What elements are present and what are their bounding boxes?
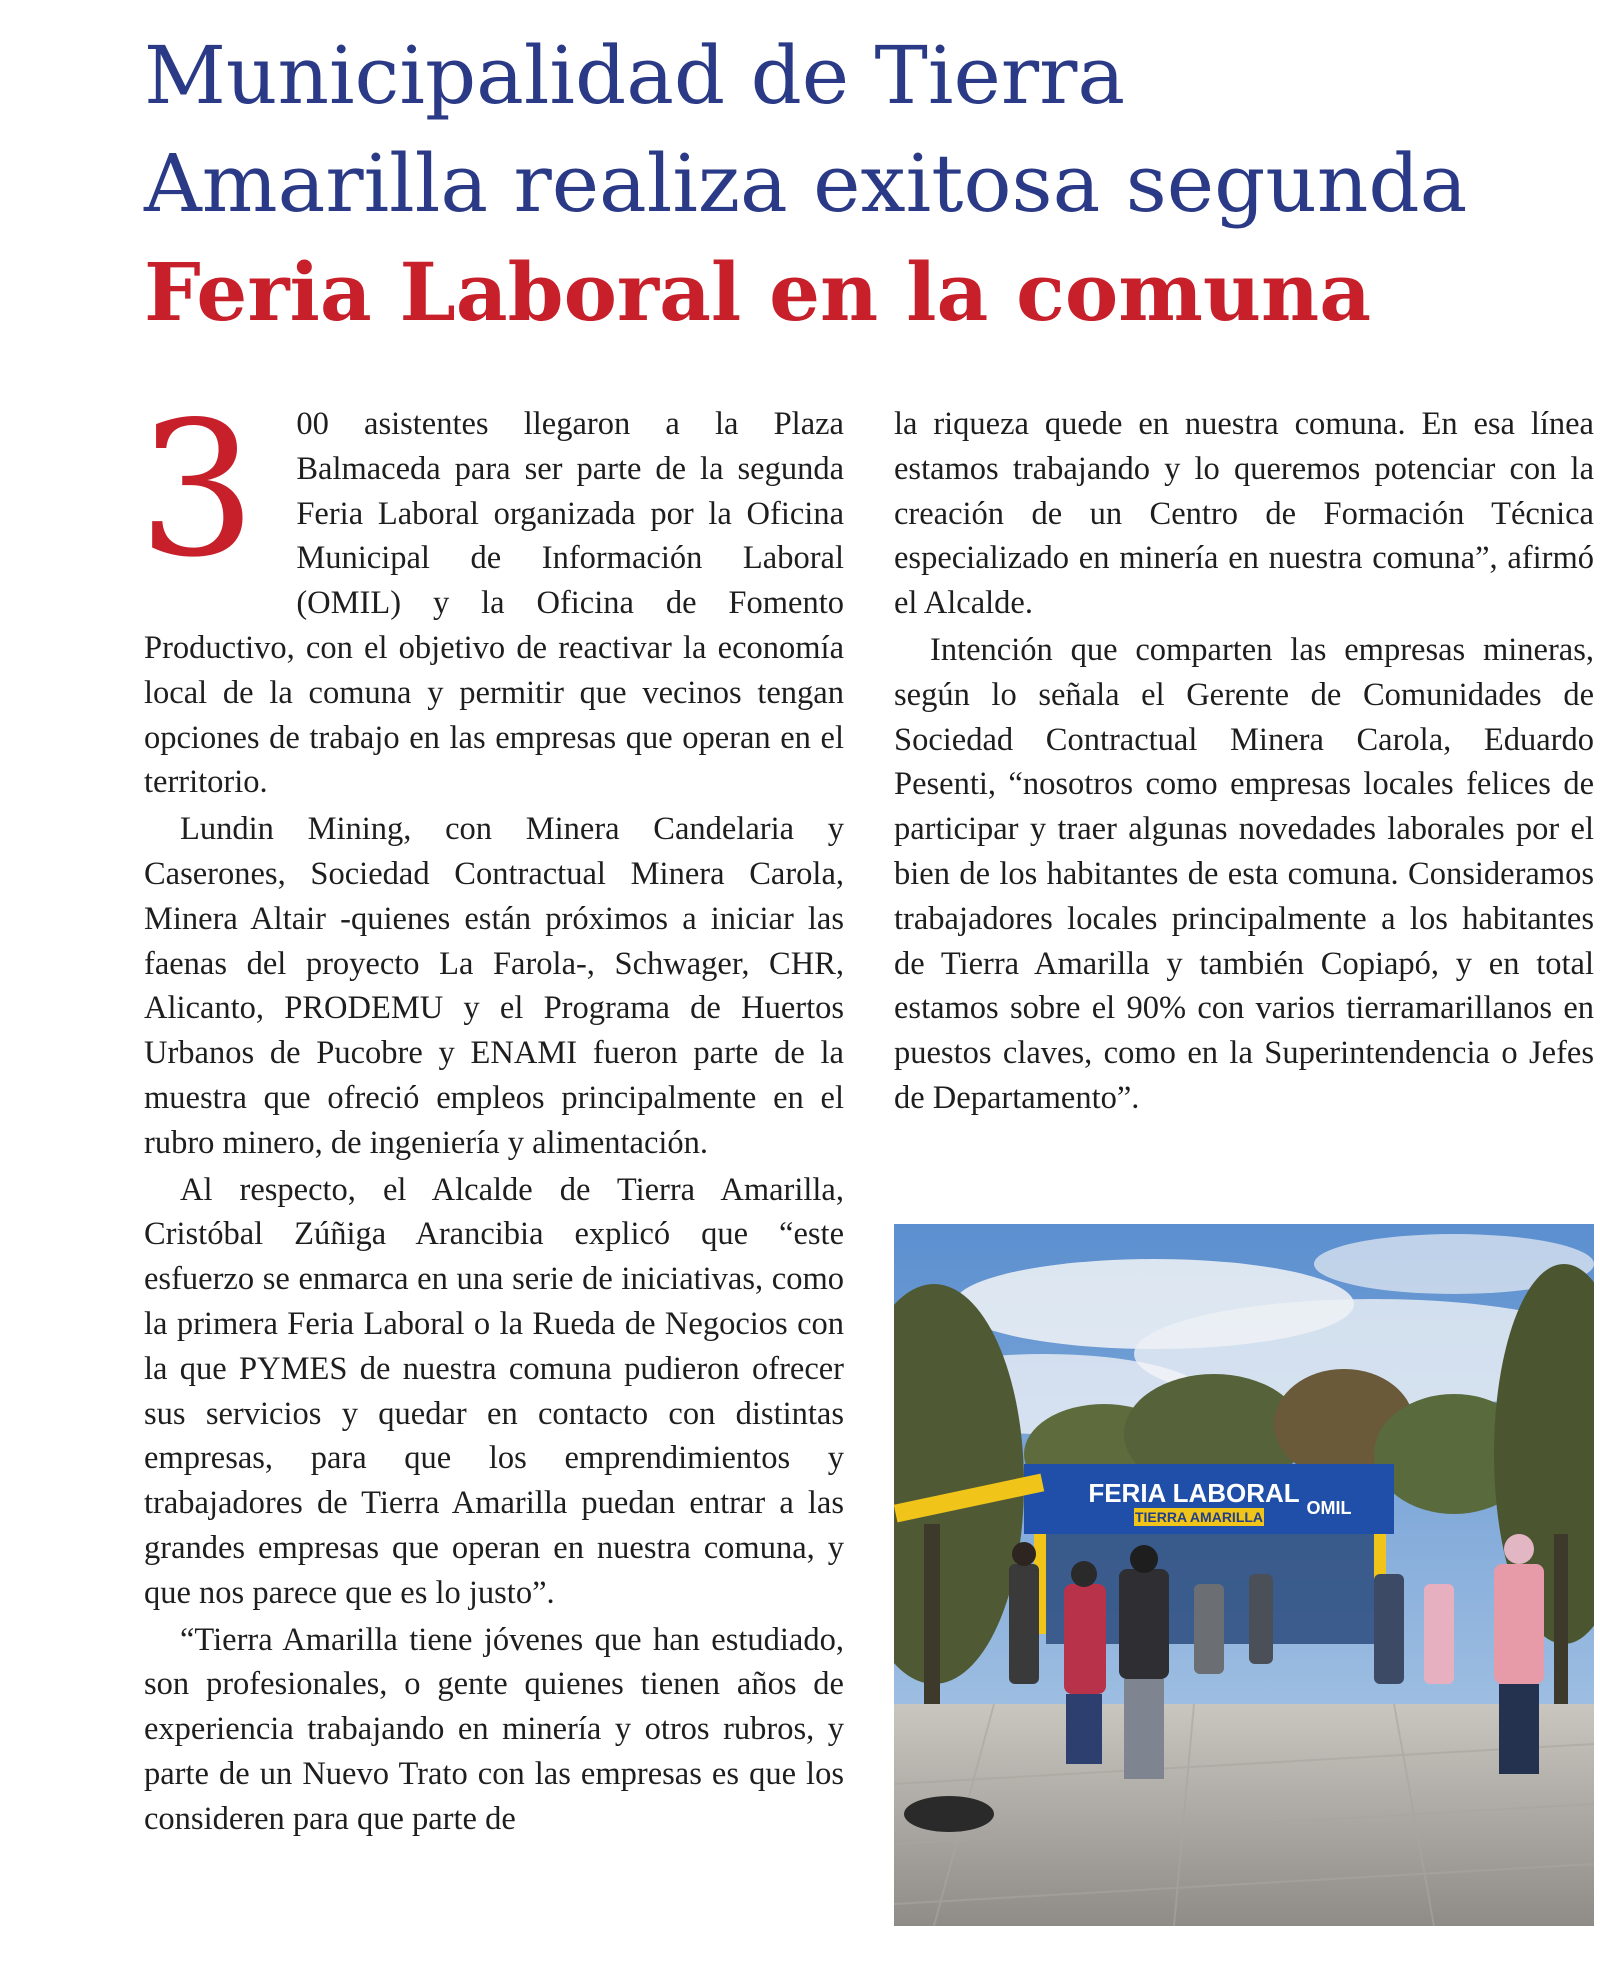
drop-cap: 3 — [138, 381, 257, 598]
headline-line-1: Municipalidad de Tierra — [144, 29, 1126, 122]
paragraph-1 — [138, 381, 844, 805]
paragraph-3: Al respecto, el Alcalde de Tierra Amarilla, Cristóbal Zúñiga Arancibia explicó que “este esfuerzo se enmarca en una serie de iniciativas, como la primera Feria Laboral o la Rueda de Negocios con la que PYMES de nuestra comuna pudieron ofrecer sus servicios y quedar en contacto con distintas empresas, para que los emprendimientos y trabajadores de Tierra Amarilla puedan entrar a las grandes empresas que operan en nuestra comuna, y que nos parece que es lo justo”. — [144, 1171, 844, 1611]
paragraph-4: “Tierra Amarilla tiene jóvenes que han estudiado, son profesionales, o gente quienes tienen años de experiencia trabajando en minería y otros rubros, y parte de un Nuevo Trato con las empresas es que los consideren para que parte de — [144, 1621, 844, 1837]
headline-line-2: Amarilla realiza exitosa segunda — [144, 137, 1468, 230]
paragraph-5: la riqueza quede en nuestra comuna. En esa línea estamos trabajando y lo queremos potenciar con la creación de un Centro de Formación Técnica especializado en minería en nuestra comuna”, afirmó el Alcalde. — [894, 406, 1594, 622]
banner-subtitle: TIERRA AMARILLA — [1134, 1509, 1264, 1525]
paragraph-2: Lundin Mining, con Minera Candelaria y Caserones, Sociedad Contractual Minera Carola, Minera Altair -quienes están próximos a iniciar las faenas del proyecto La Farola-, Schwager, CHR, Alicanto, PRODEMU y el Programa de Huertos Urbanos de Pucobre y ENAMI fueron parte de la muestra que ofreció empleos principalmente en el rubro minero, de ingeniería y alimentación. — [144, 811, 844, 1161]
headline-line-3: Feria Laboral en la comuna — [144, 245, 1372, 339]
article-column-right — [894, 402, 1594, 1121]
article-headline — [144, 22, 1584, 346]
paragraph-1-text: 00 asistentes llegaron a la Plaza Balmaceda para ser parte de la segunda Feria Laboral organizada por la Oficina Municipal de Información Laboral (OMIL) y la Oficina de Fomento Productivo, con el objetivo de reactivar la economía local de la comuna y permitir que vecinos tengan opciones de trabajo en las empresas que operan en el territorio. — [144, 406, 844, 801]
job-fair-photo — [894, 1224, 1594, 1926]
banner-title: FERIA LABORAL — [1088, 1478, 1300, 1508]
paragraph-6: Intención que comparten las empresas mineras, según lo señala el Gerente de Comunidades de Sociedad Contractual Minera Carola, Eduardo Pesenti, “nosotros como empresas locales felices de participar y traer algunas novedades laborales por el bien de los habitantes de esta comuna. Consideramos trabajadores locales principalmente a los habitantes de Tierra Amarilla y también Copiapó, y en total estamos sobre el 90% con varios tierramarillanos en puestos claves, como en la Superintendencia o Jefes de Departamento”. — [894, 631, 1594, 1116]
banner-badge: OMIL — [1306, 1498, 1352, 1518]
article-column-left — [138, 381, 844, 1842]
plaza-ground — [894, 1704, 1594, 1926]
